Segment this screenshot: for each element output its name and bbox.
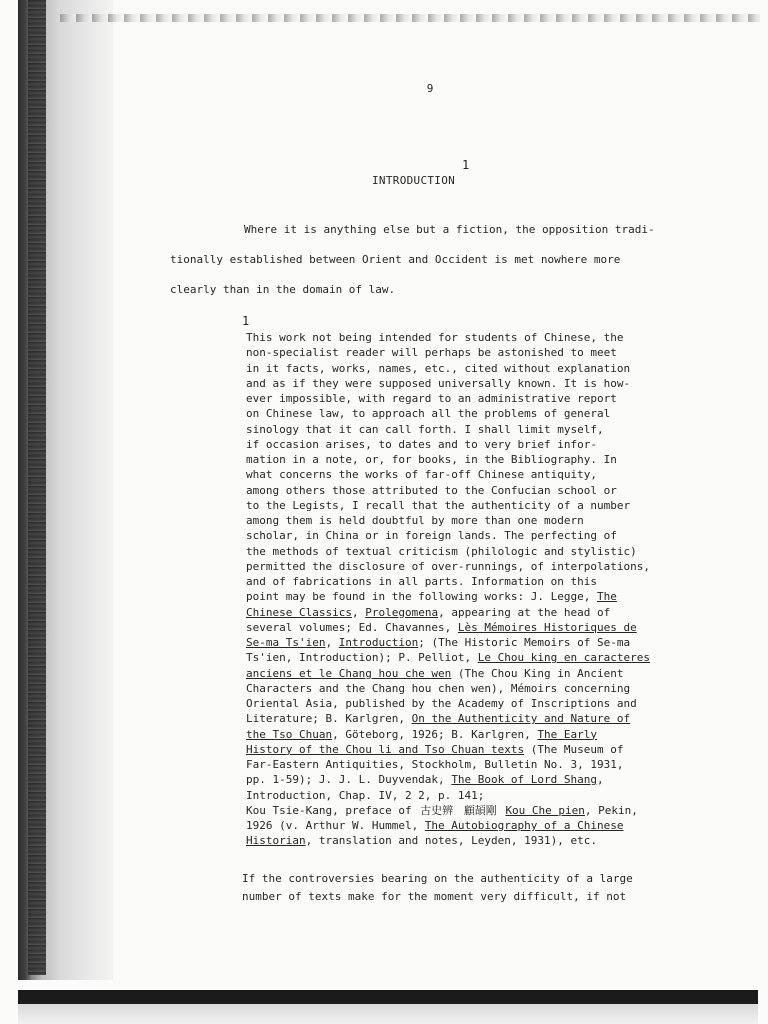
closing-line: If the controversies bearing on the authenticity of a large [242,872,633,885]
cjk-text: 顧頡剛 [463,803,497,817]
footnote-text: (The Chou King in Ancient [451,666,624,680]
title-text: Le Chou king en caracteres [477,651,650,665]
footnote-line [246,727,716,742]
footnote-text: in it facts, works, names, etc., cited without explanation [246,361,631,375]
footnote-line [246,650,716,665]
footnote-text: ever impossible, with regard to an administrative report [246,392,617,405]
footnote-text: and as if they were supposed universally known. It is how- [246,376,631,390]
footnote-line [246,437,716,452]
footnote-line [246,711,716,726]
closing-paragraph [242,870,712,906]
footnote-text: mation in a note, or, for books, in the Bibliography. In [246,453,617,466]
footnote-text: point may be found in the following works: J. Legge, [246,590,597,604]
footnote-text: among others those attributed to the Confucian school or [246,483,617,497]
footnote-text: and of fabrications in all parts. Information on this [246,575,597,588]
footnote-line [246,498,716,513]
title-footnote-marker: 1 [462,158,470,172]
footnote-line [246,574,716,589]
cjk-text: 古史辨 [420,803,454,817]
page-number: 9 [426,82,434,95]
footnote-line [246,635,716,650]
footnote-line [246,742,716,757]
footnote-text: , [351,605,366,619]
footnote-block [246,330,716,849]
title-text: Se-ma Ts'ien [246,636,326,649]
intro-line: clearly than in the domain of law. [170,283,396,296]
footnote-text: sinology that it can call forth. I shall limit myself, [246,422,604,436]
title-text: Kou Che pien [505,803,585,817]
closing-line: number of texts make for the moment very difficult, if not [242,890,627,903]
title-text: The Autobiography of a Chinese [424,819,624,832]
title-text: On the Authenticity and Nature of [411,712,631,726]
footnote-line [246,330,716,345]
bottom-page-strip [18,1004,758,1024]
footnote-text: Oriental Asia, published by the Academy of Inscriptions and [246,697,637,710]
footnote-text: pp. 1-59); J. J. L. Duyvendak, [246,773,452,787]
top-page-edge [60,14,760,22]
footnote-line [246,513,716,528]
footnote-line [246,376,716,391]
footnote-line [246,666,716,681]
title-text: Historian [246,834,306,848]
footnote-line [246,391,716,406]
footnote-line [246,483,716,498]
footnote-line [246,559,716,574]
title-text: Lès Mémoires Historiques de [457,620,637,634]
footnote-text: ; (The Historic Memoirs of Se-ma [418,636,631,649]
footnote-line [246,528,716,543]
footnote-line [246,620,716,635]
footnote-line [246,544,716,559]
title-text: The Early [537,727,598,741]
footnote-line [246,803,716,818]
title-text: Introduction [338,636,419,649]
footnote-line [246,772,716,787]
footnote-text: This work not being intended for students of Chinese, the [246,331,624,344]
footnote-line [246,361,716,376]
footnote-text: , Pekin, [584,803,638,817]
footnote-text: permitted the disclosure of over-runnings, of interpolations, [246,559,650,573]
title-text: Chinese Classics [246,605,352,619]
intro-line: Where it is anything else but a fiction, the opposition tradi- [244,223,655,236]
footnote-line [246,788,716,803]
footnote-text: if occasion arises, to dates and to very brief infor- [246,437,597,451]
footnote-line [246,406,716,421]
footnote-line [246,696,716,711]
title-text: History of the Chou li and Tso Chuan texts [246,742,525,756]
footnote-text: , [325,636,339,649]
footnote-text: , [597,773,604,787]
title-text: the Tso Chuan [246,727,333,741]
footnote-text: , translation and notes, Leyden, 1931), etc. [305,834,598,848]
title-text: The [597,590,617,604]
footnote-text: on Chinese law, to approach all the problems of general [246,407,611,421]
footnote-marker: 1 [242,314,250,328]
footnote-text: non-specialist reader will perhaps be astonished to meet [246,346,617,360]
footnote-line [246,467,716,482]
footnote-text: the methods of textual criticism (philologic and stylistic) [246,544,637,558]
footnote-line [246,605,716,620]
footnote-text: to the Legists, I recall that the authenticity of a number [246,498,631,512]
footnote-text: Introduction, Chap. IV, 2 2, p. 141; [246,788,485,802]
binding-shadow [28,0,46,975]
bottom-scan-edge [18,990,758,1004]
footnote-text: several volumes; Ed. Chavannes, [246,620,458,634]
footnote-text: Kou Tsie-Kang, preface of [246,803,419,817]
footnote-text: Characters and the Chang hou chen wen), Mémoirs concerning [246,681,631,695]
footnote-text: scholar, in China or in foreign lands. The perfecting of [246,529,617,543]
page-title: INTRODUCTION [372,174,456,187]
title-text: The Book of Lord Shang [451,773,598,787]
footnote-line [246,757,716,772]
footnote-text: Far-Eastern Antiquities, Stockholm, Bulletin No. 3, 1931, [246,758,624,771]
title-text: anciens et le Chang hou che wen [246,666,452,680]
footnote-line [246,589,716,604]
footnote-text: Ts'ien, Introduction); P. Pelliot, [246,651,478,665]
footnote-text: among them is held doubtful by more than one modern [246,514,584,527]
footnote-line [246,681,716,696]
footnote-text: 1926 (v. Arthur W. Hummel, [246,819,425,832]
footnote-line [246,422,716,437]
footnote-line [246,452,716,467]
footnote-line [246,818,716,833]
footnote-text: Literature; B. Karlgren, [246,712,412,726]
intro-line: tionally established between Orient and Occident is met nowhere more [170,253,621,266]
footnote-text: , Göteborg, 1926; B. Karlgren, [332,727,538,741]
footnote-text: (The Museum of [524,742,624,756]
footnote-line [246,833,716,848]
title-text: Prolegomena [365,605,439,619]
footnote-line [246,345,716,360]
footnote-text: what concerns the works of far-off Chinese antiquity, [246,468,597,482]
footnote-text [455,804,462,817]
footnote-text: , appearing at the head of [438,605,611,619]
